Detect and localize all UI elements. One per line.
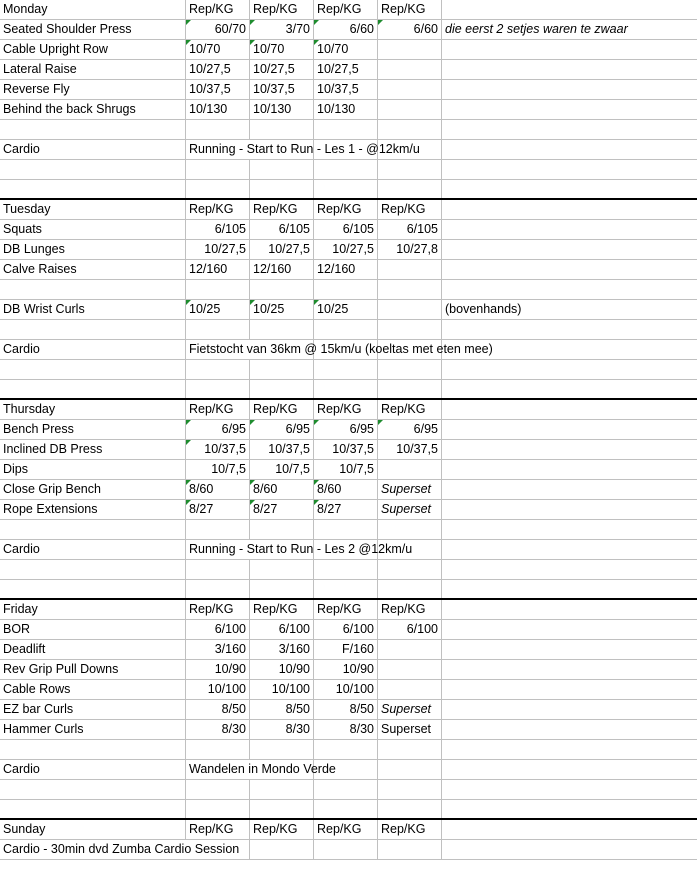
sheet-cell[interactable] (442, 120, 697, 139)
sheet-cell[interactable]: 10/27,8 (378, 240, 442, 259)
sheet-cell[interactable]: 8/27 (250, 500, 314, 519)
sheet-cell[interactable] (442, 620, 697, 639)
sheet-cell[interactable] (442, 500, 697, 519)
sheet-cell[interactable] (378, 40, 442, 59)
sheet-cell[interactable]: (bovenhands) (445, 302, 522, 316)
sheet-cell[interactable] (378, 760, 442, 779)
cell-label[interactable]: Behind the back Shrugs (0, 100, 186, 119)
sheet-cell[interactable] (442, 80, 697, 99)
sheet-cell[interactable]: 10/27,5 (186, 60, 250, 79)
sheet-cell[interactable]: Rep/KG (186, 200, 250, 219)
sheet-cell[interactable]: 10/70 (250, 40, 314, 59)
sheet-cell[interactable] (186, 180, 250, 198)
cell-label[interactable]: Cardio - 30min dvd Zumba Cardio Session (3, 842, 240, 856)
sheet-cell[interactable]: 6/95 (250, 420, 314, 439)
sheet-cell[interactable]: Rep/KG (314, 200, 378, 219)
sheet-row (0, 560, 697, 580)
cell-label[interactable] (0, 740, 186, 759)
sheet-cell[interactable] (378, 460, 442, 479)
sheet-cell[interactable]: Rep/KG (314, 0, 378, 19)
sheet-row (0, 820, 697, 840)
sheet-row (0, 380, 697, 400)
sheet-cell[interactable] (314, 800, 378, 818)
sheet-cell[interactable]: 10/100 (314, 680, 378, 699)
sheet-cell[interactable] (186, 800, 250, 818)
sheet-cell[interactable] (250, 840, 314, 859)
sheet-row (0, 760, 697, 780)
cell-label[interactable]: EZ bar Curls (0, 700, 186, 719)
sheet-cell[interactable] (250, 780, 314, 799)
sheet-cell[interactable]: 6/95 (186, 420, 250, 439)
sheet-cell[interactable] (442, 280, 697, 299)
cell-label[interactable] (0, 520, 186, 539)
sheet-row (0, 720, 697, 740)
sheet-cell[interactable]: 10/130 (186, 100, 250, 119)
sheet-cell[interactable]: 10/37,5 (250, 440, 314, 459)
sheet-cell[interactable]: Fietstocht van 36km @ 15km/u (koeltas met eten mee) (189, 342, 493, 356)
sheet-cell[interactable] (250, 560, 314, 579)
cell-label[interactable] (0, 180, 186, 198)
sheet-cell[interactable]: 8/50 (250, 700, 314, 719)
cell-label[interactable]: DB Wrist Curls (0, 300, 186, 319)
sheet-row (0, 840, 697, 860)
cell-label[interactable]: Rope Extensions (0, 500, 186, 519)
cell-label[interactable]: Rev Grip Pull Downs (0, 660, 186, 679)
sheet-cell[interactable] (442, 800, 697, 818)
sheet-cell[interactable] (314, 520, 378, 539)
sheet-cell[interactable] (378, 560, 442, 579)
sheet-row (0, 740, 697, 760)
sheet-cell[interactable] (186, 280, 250, 299)
sheet-cell[interactable]: 10/130 (250, 100, 314, 119)
sheet-cell[interactable] (442, 140, 697, 159)
sheet-cell[interactable]: 60/70 (186, 20, 250, 39)
sheet-cell[interactable]: Superset (378, 700, 442, 719)
cell-label[interactable]: Cable Upright Row (0, 40, 186, 59)
sheet-cell[interactable]: Rep/KG (186, 600, 250, 619)
sheet-row (0, 240, 697, 260)
sheet-cell[interactable] (186, 580, 250, 598)
cell-label[interactable]: DB Lunges (0, 240, 186, 259)
sheet-cell[interactable] (442, 180, 697, 198)
cell-label[interactable] (0, 120, 186, 139)
sheet-cell[interactable] (442, 320, 697, 339)
sheet-cell[interactable] (378, 520, 442, 539)
sheet-cell[interactable]: Rep/KG (250, 200, 314, 219)
cell-label[interactable]: Reverse Fly (0, 80, 186, 99)
sheet-row (0, 280, 697, 300)
sheet-cell[interactable] (442, 440, 697, 459)
sheet-cell[interactable]: 10/7,5 (314, 460, 378, 479)
sheet-cell[interactable]: Superset (378, 480, 442, 499)
sheet-row (0, 580, 697, 600)
sheet-cell[interactable] (378, 660, 442, 679)
sheet-cell[interactable]: 10/27,5 (250, 240, 314, 259)
sheet-cell[interactable] (186, 380, 250, 398)
sheet-cell[interactable] (378, 160, 442, 179)
sheet-cell[interactable] (250, 360, 314, 379)
sheet-cell[interactable]: 6/100 (250, 620, 314, 639)
sheet-row (0, 460, 697, 480)
sheet-cell[interactable] (442, 820, 697, 839)
sheet-cell[interactable] (442, 260, 697, 279)
sheet-cell[interactable] (314, 840, 378, 859)
sheet-cell[interactable] (250, 320, 314, 339)
cell-label[interactable]: Thursday (0, 400, 186, 419)
sheet-cell[interactable]: Rep/KG (250, 400, 314, 419)
cell-label[interactable]: Dips (0, 460, 186, 479)
sheet-row (0, 400, 697, 420)
sheet-cell[interactable] (250, 580, 314, 598)
sheet-cell[interactable] (314, 780, 378, 799)
sheet-cell[interactable]: 10/37,5 (378, 440, 442, 459)
sheet-cell[interactable]: 8/60 (250, 480, 314, 499)
sheet-cell[interactable] (186, 360, 250, 379)
sheet-row (0, 660, 697, 680)
sheet-cell[interactable] (186, 120, 250, 139)
sheet-cell[interactable] (442, 380, 697, 398)
sheet-cell[interactable]: 12/160 (186, 260, 250, 279)
sheet-cell[interactable] (442, 680, 697, 699)
cell-label[interactable]: Seated Shoulder Press (0, 20, 186, 39)
sheet-row (0, 340, 697, 360)
sheet-row (0, 360, 697, 380)
sheet-cell[interactable] (378, 320, 442, 339)
sheet-cell[interactable]: 6/105 (378, 220, 442, 239)
sheet-cell[interactable] (378, 260, 442, 279)
sheet-row (0, 640, 697, 660)
sheet-cell[interactable] (442, 840, 697, 859)
sheet-cell[interactable] (314, 360, 378, 379)
sheet-cell[interactable]: 6/95 (378, 420, 442, 439)
sheet-cell[interactable] (250, 800, 314, 818)
cell-label[interactable]: Monday (0, 0, 186, 19)
sheet-cell[interactable]: 10/70 (314, 40, 378, 59)
sheet-cell[interactable]: 6/105 (314, 220, 378, 239)
cell-label[interactable] (0, 800, 186, 818)
sheet-cell[interactable]: 10/27,5 (250, 60, 314, 79)
sheet-row (0, 160, 697, 180)
cell-label[interactable]: BOR (0, 620, 186, 639)
cell-label[interactable] (0, 320, 186, 339)
sheet-cell[interactable]: Superset (378, 720, 442, 739)
sheet-cell[interactable]: Running - Start to Run - Les 1 - @12km/u (189, 142, 420, 156)
sheet-cell[interactable]: 8/30 (314, 720, 378, 739)
cell-label[interactable] (0, 560, 186, 579)
cell-label[interactable]: Tuesday (0, 200, 186, 219)
sheet-cell[interactable]: Rep/KG (314, 400, 378, 419)
sheet-cell[interactable]: 8/50 (186, 700, 250, 719)
cell-label[interactable]: Cardio (0, 760, 186, 779)
sheet-cell[interactable]: 8/50 (314, 700, 378, 719)
sheet-row (0, 260, 697, 280)
cell-label[interactable]: Deadlift (0, 640, 186, 659)
sheet-cell[interactable]: 10/27,5 (186, 240, 250, 259)
sheet-cell[interactable]: Rep/KG (250, 0, 314, 19)
sheet-cell[interactable] (442, 360, 697, 379)
sheet-row (0, 800, 697, 820)
sheet-cell[interactable] (314, 740, 378, 759)
sheet-row (0, 80, 697, 100)
sheet-cell[interactable] (250, 180, 314, 198)
sheet-cell[interactable] (442, 780, 697, 799)
sheet-cell[interactable]: 10/27,5 (314, 60, 378, 79)
sheet-cell[interactable]: Rep/KG (378, 400, 442, 419)
sheet-row (0, 60, 697, 80)
sheet-cell[interactable]: 10/37,5 (314, 80, 378, 99)
sheet-cell[interactable] (378, 80, 442, 99)
sheet-cell[interactable] (442, 460, 697, 479)
sheet-cell[interactable]: 6/105 (250, 220, 314, 239)
sheet-cell[interactable] (442, 400, 697, 419)
sheet-cell[interactable] (186, 520, 250, 539)
sheet-cell[interactable] (442, 220, 697, 239)
sheet-row (0, 40, 697, 60)
sheet-cell[interactable] (378, 280, 442, 299)
sheet-cell[interactable]: 3/70 (250, 20, 314, 39)
sheet-cell[interactable]: 10/90 (186, 660, 250, 679)
sheet-row (0, 320, 697, 340)
sheet-cell[interactable]: 10/130 (314, 100, 378, 119)
sheet-cell[interactable] (442, 160, 697, 179)
sheet-cell[interactable]: 8/27 (186, 500, 250, 519)
cell-label[interactable]: Inclined DB Press (0, 440, 186, 459)
sheet-cell[interactable]: 10/7,5 (250, 460, 314, 479)
sheet-cell[interactable]: Rep/KG (378, 600, 442, 619)
sheet-cell[interactable] (378, 840, 442, 859)
cell-label[interactable]: Calve Raises (0, 260, 186, 279)
sheet-row (0, 180, 697, 200)
cell-label[interactable]: Bench Press (0, 420, 186, 439)
sheet-row (0, 200, 697, 220)
sheet-cell[interactable] (442, 580, 697, 598)
sheet-cell[interactable] (314, 120, 378, 139)
sheet-cell[interactable]: 10/25 (186, 300, 250, 319)
sheet-cell[interactable] (186, 320, 250, 339)
sheet-row (0, 0, 697, 20)
sheet-row (0, 700, 697, 720)
cell-label[interactable]: Friday (0, 600, 186, 619)
cell-label[interactable] (0, 580, 186, 598)
sheet-cell[interactable]: 10/90 (314, 660, 378, 679)
sheet-row (0, 300, 697, 320)
sheet-cell[interactable] (442, 480, 697, 499)
sheet-cell[interactable] (314, 560, 378, 579)
cell-label[interactable]: Hammer Curls (0, 720, 186, 739)
sheet-cell[interactable]: 8/30 (186, 720, 250, 739)
sheet-cell[interactable] (442, 660, 697, 679)
sheet-cell[interactable]: 8/60 (314, 480, 378, 499)
sheet-cell[interactable]: Rep/KG (186, 0, 250, 19)
sheet-cell[interactable]: Rep/KG (314, 600, 378, 619)
sheet-cell[interactable] (378, 300, 442, 319)
sheet-row (0, 20, 697, 40)
sheet-cell[interactable]: Rep/KG (186, 820, 250, 839)
sheet-cell[interactable]: 6/105 (186, 220, 250, 239)
sheet-cell[interactable]: 6/60 (378, 20, 442, 39)
sheet-cell[interactable] (442, 60, 697, 79)
sheet-cell[interactable] (442, 600, 697, 619)
sheet-cell[interactable]: 8/27 (314, 500, 378, 519)
sheet-cell[interactable] (442, 560, 697, 579)
sheet-row (0, 680, 697, 700)
sheet-cell[interactable]: 10/25 (314, 300, 378, 319)
cell-label[interactable] (0, 380, 186, 398)
sheet-cell[interactable] (442, 640, 697, 659)
sheet-cell[interactable]: 6/60 (314, 20, 378, 39)
sheet-cell[interactable]: 10/7,5 (186, 460, 250, 479)
sheet-row (0, 540, 697, 560)
sheet-cell[interactable]: 8/30 (250, 720, 314, 739)
sheet-cell[interactable] (186, 780, 250, 799)
sheet-row (0, 440, 697, 460)
sheet-cell[interactable] (314, 320, 378, 339)
sheet-row (0, 520, 697, 540)
sheet-cell[interactable] (442, 420, 697, 439)
sheet-cell[interactable]: 3/160 (250, 640, 314, 659)
cell-label[interactable]: Sunday (0, 820, 186, 839)
sheet-cell[interactable]: 6/95 (314, 420, 378, 439)
sheet-cell[interactable] (314, 180, 378, 198)
sheet-cell[interactable]: 10/90 (250, 660, 314, 679)
sheet-cell[interactable] (378, 180, 442, 198)
sheet-cell[interactable] (186, 560, 250, 579)
sheet-cell[interactable]: 10/27,5 (314, 240, 378, 259)
sheet-cell[interactable] (378, 380, 442, 398)
sheet-cell[interactable]: 10/100 (186, 680, 250, 699)
cell-label[interactable]: Lateral Raise (0, 60, 186, 79)
sheet-cell[interactable]: Running - Start to Run - Les 2 @12km/u (189, 542, 413, 556)
sheet-cell[interactable]: 8/60 (186, 480, 250, 499)
sheet-cell[interactable] (378, 800, 442, 818)
sheet-cell[interactable] (378, 580, 442, 598)
sheet-cell[interactable] (442, 100, 697, 119)
cell-label[interactable] (0, 280, 186, 299)
sheet-cell[interactable]: 12/160 (250, 260, 314, 279)
sheet-cell[interactable]: F/160 (314, 640, 378, 659)
sheet-cell[interactable] (442, 700, 697, 719)
sheet-row (0, 220, 697, 240)
cell-label[interactable] (0, 360, 186, 379)
cell-label[interactable] (0, 780, 186, 799)
cell-label[interactable] (0, 160, 186, 179)
sheet-cell[interactable] (378, 640, 442, 659)
sheet-cell[interactable] (442, 520, 697, 539)
sheet-row (0, 140, 697, 160)
sheet-cell[interactable]: 10/70 (186, 40, 250, 59)
sheet-row (0, 480, 697, 500)
sheet-cell[interactable] (186, 160, 250, 179)
sheet-cell[interactable]: Rep/KG (378, 200, 442, 219)
sheet-cell[interactable] (378, 740, 442, 759)
sheet-row (0, 420, 697, 440)
sheet-cell[interactable]: 10/37,5 (314, 440, 378, 459)
sheet-cell[interactable] (186, 740, 250, 759)
sheet-cell[interactable]: Rep/KG (378, 820, 442, 839)
cell-label[interactable]: Squats (0, 220, 186, 239)
sheet-cell[interactable] (250, 280, 314, 299)
cell-label[interactable]: Cardio (0, 340, 186, 359)
sheet-cell[interactable] (250, 160, 314, 179)
sheet-cell[interactable] (314, 160, 378, 179)
sheet-row (0, 600, 697, 620)
sheet-cell[interactable] (442, 200, 697, 219)
cell-label[interactable]: Cable Rows (0, 680, 186, 699)
sheet-row (0, 120, 697, 140)
sheet-cell[interactable] (442, 240, 697, 259)
sheet-cell[interactable]: Rep/KG (250, 820, 314, 839)
sheet-cell[interactable]: 10/37,5 (186, 440, 250, 459)
sheet-cell[interactable]: Superset (378, 500, 442, 519)
sheet-cell[interactable]: die eerst 2 setjes waren te zwaar (445, 22, 628, 36)
sheet-cell[interactable] (378, 60, 442, 79)
sheet-cell[interactable]: 10/25 (250, 300, 314, 319)
sheet-row (0, 620, 697, 640)
sheet-cell[interactable] (378, 680, 442, 699)
sheet-cell[interactable] (250, 520, 314, 539)
sheet-cell[interactable] (378, 780, 442, 799)
sheet-cell[interactable]: 6/100 (378, 620, 442, 639)
sheet-row (0, 500, 697, 520)
sheet-cell[interactable]: Wandelen in Mondo Verde (189, 762, 336, 776)
sheet-cell[interactable] (314, 580, 378, 598)
sheet-cell[interactable] (250, 380, 314, 398)
sheet-cell[interactable]: 12/160 (314, 260, 378, 279)
sheet-cell[interactable] (250, 740, 314, 759)
sheet-cell[interactable]: Rep/KG (314, 820, 378, 839)
sheet-cell[interactable]: 6/100 (314, 620, 378, 639)
sheet-cell[interactable]: Rep/KG (186, 400, 250, 419)
sheet-cell[interactable] (314, 280, 378, 299)
sheet-cell[interactable] (250, 120, 314, 139)
sheet-cell[interactable]: 3/160 (186, 640, 250, 659)
sheet-cell[interactable] (442, 540, 697, 559)
sheet-cell[interactable] (442, 760, 697, 779)
sheet-cell[interactable]: Rep/KG (378, 0, 442, 19)
sheet-cell[interactable]: 10/37,5 (186, 80, 250, 99)
sheet-cell[interactable]: 6/100 (186, 620, 250, 639)
sheet-row (0, 780, 697, 800)
sheet-row (0, 100, 697, 120)
sheet-cell[interactable] (378, 360, 442, 379)
sheet-cell[interactable] (442, 740, 697, 759)
sheet-cell[interactable] (378, 100, 442, 119)
sheet-cell[interactable] (314, 380, 378, 398)
sheet-cell[interactable]: 10/37,5 (250, 80, 314, 99)
sheet-cell[interactable]: 10/100 (250, 680, 314, 699)
cell-label[interactable]: Cardio (0, 540, 186, 559)
cell-label[interactable]: Close Grip Bench (0, 480, 186, 499)
sheet-cell[interactable] (442, 720, 697, 739)
sheet-cell[interactable] (442, 40, 697, 59)
sheet-cell[interactable] (442, 0, 697, 19)
sheet-cell[interactable]: Rep/KG (250, 600, 314, 619)
cell-label[interactable]: Cardio (0, 140, 186, 159)
sheet-cell[interactable] (378, 120, 442, 139)
